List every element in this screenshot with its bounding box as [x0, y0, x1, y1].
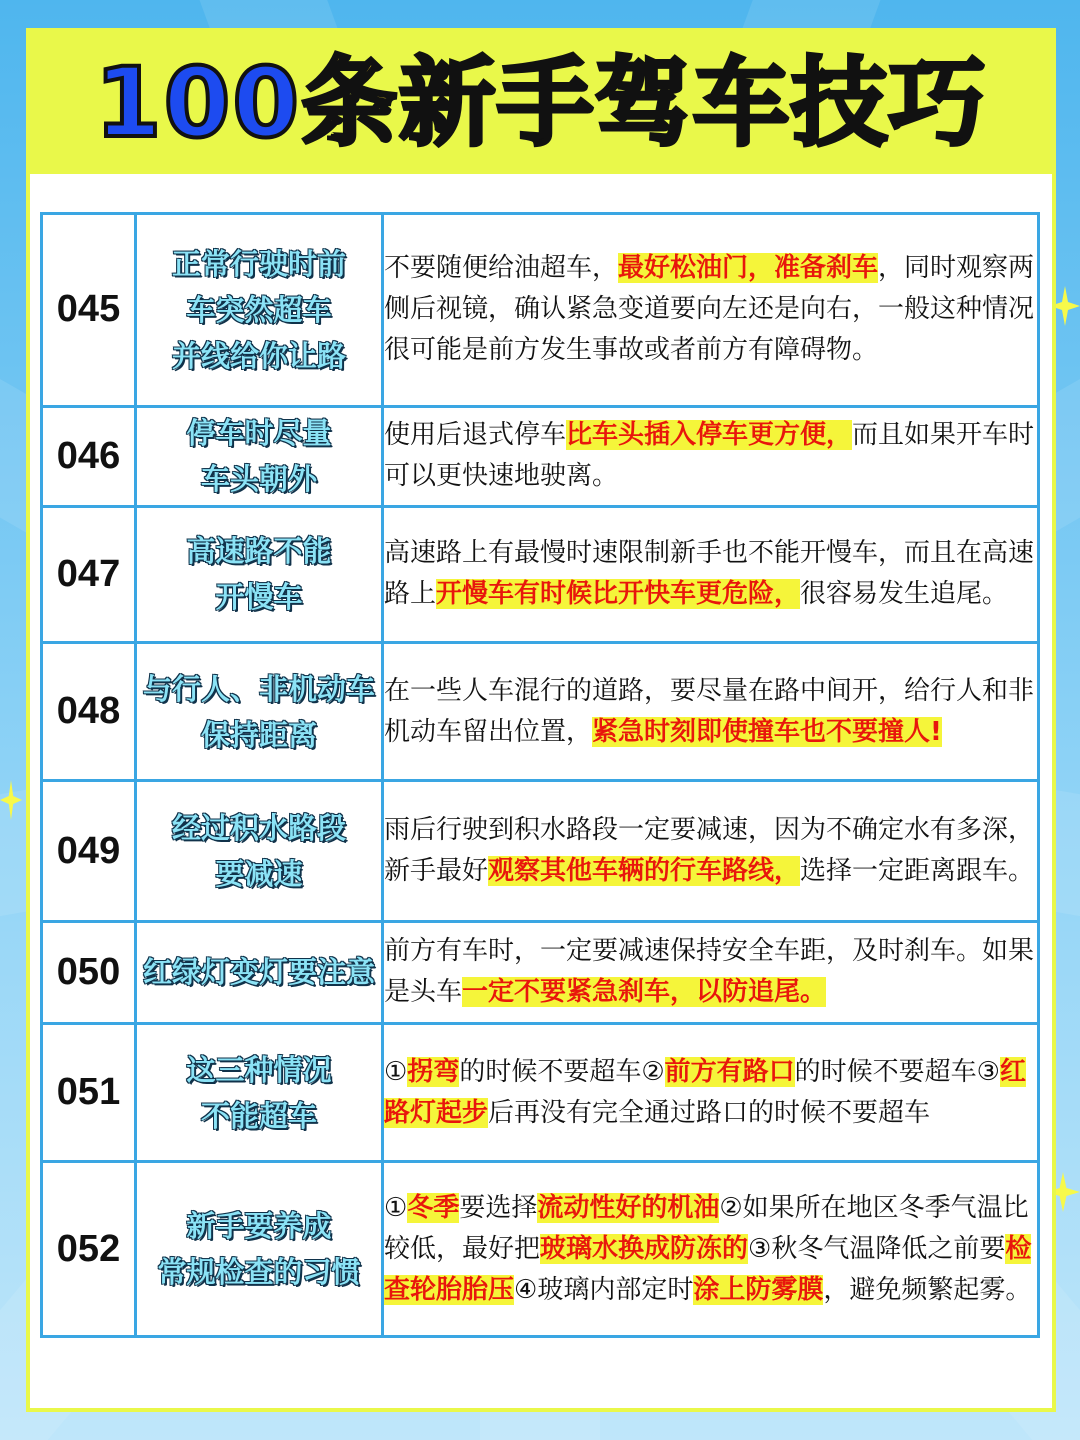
tip-topic: 这三种情况 不能超车: [186, 1052, 332, 1133]
tip-description: [384, 533, 1037, 615]
tip-topic: 新手要养成 常规检查的习惯: [157, 1209, 361, 1290]
description-text: 后再没有完全通过路口的时候不要超车: [488, 1097, 931, 1128]
tip-number: 052: [42, 1162, 136, 1337]
description-text: 使用后退式停车: [384, 420, 567, 451]
tip-description-cell: [383, 1024, 1039, 1162]
description-text: ②如果所在地区冬季气温比较低，最好把: [384, 1192, 1029, 1264]
tips-table: [40, 212, 1040, 1338]
tip-description-cell: [383, 781, 1039, 921]
tip-topic: 高速路不能 开慢车: [186, 534, 332, 615]
tip-topic: 停车时尽量 车头朝外: [186, 416, 332, 497]
highlight-text: 检查轮胎胎压: [384, 1233, 1032, 1305]
description-text: 前方有车时，一定要减速保持安全车距，及时刹车。如果是头车: [384, 936, 1035, 1008]
tip-description: [384, 671, 1037, 753]
highlight-text: 玻璃水换成防冻的: [540, 1233, 749, 1264]
tip-topic-cell: [136, 921, 383, 1023]
highlight-text: 紧急时刻即使撞车也不要撞人!: [592, 716, 942, 747]
description-text: ①: [384, 1056, 408, 1087]
tip-row: [42, 643, 1039, 781]
tip-topic-cell: [136, 406, 383, 506]
tip-topic: 正常行驶时前 车突然超车 并线给你让路: [171, 246, 346, 373]
description-text: 选择一定距离跟车。: [800, 856, 1035, 887]
tip-topic: 与行人、非机动车 保持距离: [142, 671, 375, 752]
description-text: ③秋冬气温降低之前要: [748, 1233, 1006, 1264]
description-text: 的时候不要超车②: [459, 1056, 665, 1087]
tip-description: [384, 1188, 1037, 1311]
tip-topic: 红绿灯变灯要注意: [142, 955, 375, 990]
tip-number: 046: [42, 406, 136, 506]
highlight-text: 流动性好的机油: [537, 1192, 720, 1223]
tip-number: 048: [42, 643, 136, 781]
tip-description-cell: [383, 406, 1039, 506]
description-text: ①: [384, 1192, 408, 1223]
tip-topic-cell: [136, 643, 383, 781]
description-text: 要选择: [459, 1192, 538, 1223]
highlight-text: 比车头插入停车更方便，: [566, 420, 853, 451]
tip-number: 050: [42, 921, 136, 1023]
description-text: 很容易发生追尾。: [800, 579, 1009, 610]
page-title: [30, 42, 1052, 164]
tip-description: [384, 248, 1037, 371]
tip-number: 051: [42, 1024, 136, 1162]
highlight-text: 一定不要紧急刹车，以防追尾。: [462, 977, 827, 1008]
tip-description-cell: [383, 1162, 1039, 1337]
description-text: 不要随便给油超车，: [384, 253, 619, 284]
description-text: 的时候不要超车③: [794, 1056, 1000, 1087]
tip-topic-cell: [136, 506, 383, 642]
tip-row: [42, 781, 1039, 921]
tip-description-cell: [383, 643, 1039, 781]
description-text: ④玻璃内部定时: [514, 1274, 694, 1305]
tip-topic-cell: [136, 781, 383, 921]
tip-row: [42, 406, 1039, 506]
tip-number: 047: [42, 506, 136, 642]
title-text: 新手驾车技巧: [399, 47, 988, 159]
highlight-text: 红路灯起步: [384, 1056, 1026, 1128]
tip-number: 049: [42, 781, 136, 921]
highlight-text: 涂上防雾膜: [693, 1274, 824, 1305]
tip-row: [42, 1024, 1039, 1162]
tip-row: [42, 921, 1039, 1023]
highlight-text: 拐弯: [407, 1056, 460, 1087]
description-text: 在一些人车混行的道路，要尽量在路中间开，给行人和非机动车留出位置，: [384, 675, 1035, 747]
tip-topic-cell: [136, 1024, 383, 1162]
title-number: 100: [94, 47, 302, 159]
tip-description: [384, 1052, 1037, 1134]
description-text: 雨后行驶到积水路段一定要减速，因为不确定水有多深，新手最好: [384, 815, 1035, 887]
highlight-text: 开慢车有时候比开快车更危险，: [436, 579, 801, 610]
tip-topic-cell: [136, 214, 383, 407]
highlight-text: 观察其他车辆的行车路线，: [488, 856, 801, 887]
tip-description: [384, 415, 1037, 497]
tip-number: 045: [42, 214, 136, 407]
description-text: 高速路上有最慢时速限制新手也不能开慢车，而且在高速路上: [384, 538, 1035, 610]
tip-row: [42, 1162, 1039, 1337]
tip-description-cell: [383, 506, 1039, 642]
tip-description: [384, 931, 1037, 1013]
tip-topic-cell: [136, 1162, 383, 1337]
tip-row: [42, 214, 1039, 407]
description-text: ，同时观察两侧后视镜，确认紧急变道要向左还是向右，一般这种情况很可能是前方发生事故或者前方有障碍物。: [384, 253, 1035, 366]
tip-description: [384, 810, 1037, 892]
highlight-text: 前方有路口: [664, 1056, 795, 1087]
description-text: ，避免频繁起雾。: [823, 1274, 1032, 1305]
tip-row: [42, 506, 1039, 642]
tip-description-cell: [383, 214, 1039, 407]
description-text: 而且如果开车时可以更快速地驶离。: [384, 420, 1035, 492]
highlight-text: 冬季: [407, 1192, 460, 1223]
highlight-text: 最好松油门，准备刹车: [618, 253, 879, 284]
tip-description-cell: [383, 921, 1039, 1023]
title-band: [30, 32, 1052, 174]
title-measure-word: 条: [301, 47, 400, 159]
tip-topic: 经过积水路段 要减速: [171, 811, 346, 892]
